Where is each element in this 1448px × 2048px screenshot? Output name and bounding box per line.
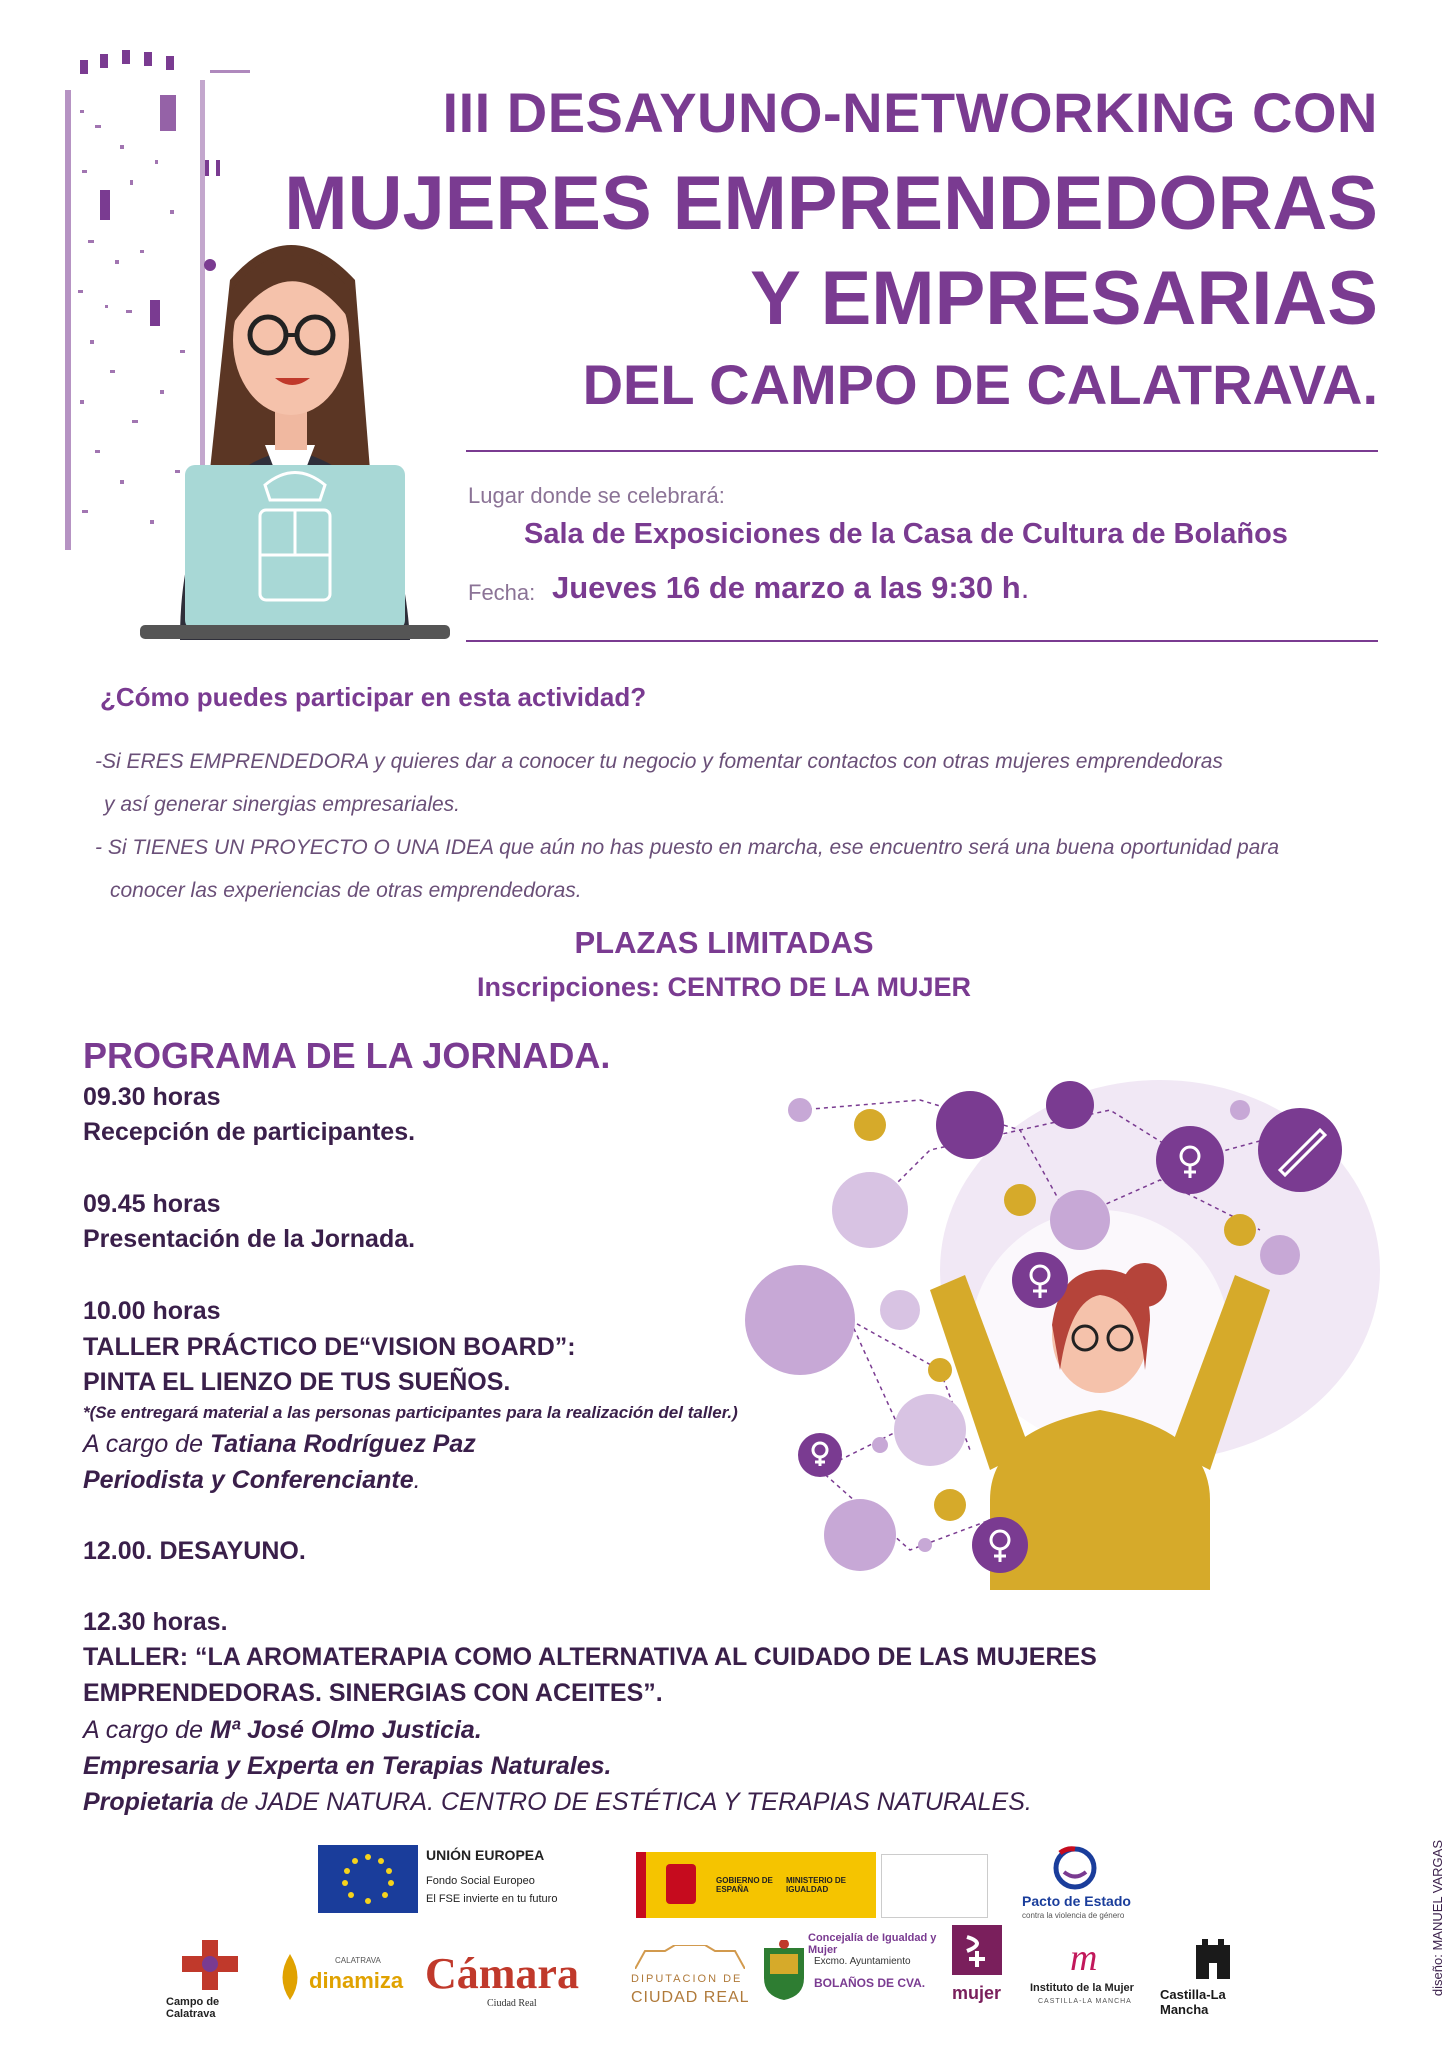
title-line-2: MUJERES EMPRENDEDORAS — [284, 161, 1378, 246]
program-title-5b: EMPRENDEDORAS. SINERGIAS CON ACEITES”. — [83, 1679, 663, 1707]
diputacion-line1: DIPUTACION DE — [631, 1973, 743, 1985]
clm-logo — [1160, 1935, 1270, 2015]
instituto-mujer-logo — [1030, 1937, 1155, 2012]
program-title-3b: PINTA EL LIENZO DE TUS SUEÑOS. — [83, 1368, 511, 1396]
owner-5-rest: de JADE NATURA. CENTRO DE ESTÉTICA Y TERAPIAS NATURALES. — [213, 1788, 1032, 1816]
concejalia-line2: Excmo. Ayuntamiento — [814, 1956, 911, 1967]
camara-sub: Ciudad Real — [487, 1998, 537, 2009]
bolanos-shield-icon — [762, 1940, 806, 2000]
participation-p1-line1: -Si ERES EMPRENDEDORA y quieres dar a conocer tu negocio y fomentar contactos con otras mujeres emprendedoras — [95, 750, 1223, 773]
camara-text: Cámara — [425, 1949, 579, 1998]
place-label: Lugar donde se celebrará: — [468, 483, 725, 508]
dinamiza-top: CALATRAVA — [335, 1956, 381, 1965]
participation-p2-line1: - Si TIENES UN PROYECTO O UNA IDEA que aún no has puesto en marcha, ese encuentro será una buena oportunidad para — [95, 836, 1280, 859]
program-speaker-5 — [83, 1716, 482, 1745]
divider-bottom — [466, 640, 1378, 642]
participation-p2-line2: conocer las experiencias de otras emprendedoras. — [110, 879, 582, 902]
title-line-4: DEL CAMPO DE CALATRAVA. — [582, 353, 1378, 416]
gobierno-flag-red — [636, 1852, 646, 1918]
eu-line1: Fondo Social Europeo — [426, 1875, 535, 1887]
network-woman-illustration — [740, 1070, 1380, 1600]
program-time-3: 10.00 horas — [83, 1297, 221, 1325]
instituto-text: Instituto de la Mujer — [1030, 1982, 1134, 1994]
program-role-5: Empresaria y Experta en Terapias Naturales. — [83, 1752, 612, 1780]
participation-question: ¿Cómo puedes participar en esta actividad? — [100, 682, 647, 712]
eu-title: UNIÓN EUROPEA — [426, 1847, 545, 1863]
concejalia-line1: Concejalía de Igualdad y Mujer — [808, 1932, 937, 1956]
date-label: Fecha: — [468, 580, 536, 605]
program-title-3a: TALLER PRÁCTICO DE“VISION BOARD”: — [83, 1333, 576, 1361]
pacto-icon — [1050, 1845, 1100, 1891]
program-time-1: 09.30 horas — [83, 1083, 221, 1111]
building-icon — [635, 1945, 745, 1969]
pacto-title: Pacto de Estado — [1022, 1893, 1131, 1909]
eu-stars-icon — [338, 1853, 398, 1905]
gobierno-logo — [636, 1852, 986, 1918]
eu-line2: El FSE invierte en tu futuro — [426, 1893, 558, 1905]
coat-of-arms — [666, 1864, 696, 1904]
program-owner-5 — [83, 1788, 1032, 1817]
program-speaker-3 — [83, 1430, 476, 1459]
instituto-mark: m — [1070, 1937, 1098, 1979]
title-line-3: Y EMPRESARIAS — [750, 256, 1378, 341]
participation-p1-line2: y así generar sinergias empresariales. — [104, 793, 460, 816]
title-line-1: III DESAYUNO-NETWORKING CON — [442, 81, 1378, 144]
speaker-5-prefix: A cargo de — [83, 1716, 210, 1744]
date-text: Jueves 16 de marzo a las 9:30 h — [552, 570, 1021, 605]
program-desc-2: Presentación de la Jornada. — [83, 1225, 416, 1253]
gobierno-text: GOBIERNO DE ESPAÑA — [716, 1876, 773, 1894]
plazas-limitadas: PLAZAS LIMITADAS — [574, 925, 874, 960]
speaker-3-prefix: A cargo de — [83, 1430, 210, 1458]
role-3-text: Periodista y Conferenciante — [83, 1466, 414, 1494]
centro-mujer-logo — [950, 1925, 1005, 2025]
program-role-3 — [83, 1466, 421, 1495]
centro-mujer-text: mujer — [952, 1983, 1002, 2003]
drop-icon — [275, 1954, 305, 2000]
date-suffix: . — [1020, 570, 1030, 605]
camara-logo — [425, 1948, 615, 2013]
program-note-3: *(Se entregará material a las personas participantes para la realización del taller.) — [83, 1403, 738, 1422]
program-time-5: 12.30 horas. — [83, 1608, 228, 1636]
ministerio-text: MINISTERIO DE IGUALDAD — [786, 1876, 847, 1894]
pacto-sub: contra la violencia de género — [1022, 1911, 1125, 1920]
cross-icon — [182, 1940, 238, 1990]
dinamiza-logo — [275, 1950, 410, 2010]
pacto-logo — [1012, 1845, 1142, 1925]
program-time-2: 09.45 horas — [83, 1190, 221, 1218]
owner-5-bold: Propietaria — [83, 1788, 214, 1816]
campo-calatrava-logo — [160, 1940, 260, 2020]
place-value: Sala de Exposiciones de la Casa de Cultura de Bolaños — [524, 518, 1288, 550]
diputacion-logo — [625, 1945, 755, 2015]
dinamiza-text: dinamiza — [309, 1968, 404, 1993]
design-credit: diseño: MANUEL VARGAS — [1430, 1840, 1445, 1997]
diputacion-line2: CIUDAD REAL — [631, 1989, 750, 2006]
concejalia-logo — [762, 1930, 937, 2020]
secretaria-box — [881, 1854, 988, 1918]
inscripciones: Inscripciones: CENTRO DE LA MUJER — [476, 972, 972, 1002]
eu-logo — [318, 1845, 588, 1917]
divider-top — [466, 450, 1378, 452]
speaker-5-name: Mª José Olmo Justicia. — [209, 1716, 482, 1744]
program-title: PROGRAMA DE LA JORNADA. — [83, 1035, 611, 1076]
clm-castle-icon — [1196, 1935, 1230, 1979]
speaker-3-name: Tatiana Rodríguez Paz — [209, 1430, 476, 1458]
instituto-sub: CASTILLA-LA MANCHA — [1038, 1998, 1132, 2005]
program-title-5a: TALLER: “LA AROMATERAPIA COMO ALTERNATIVA AL CUIDADO DE LAS MUJERES — [83, 1643, 1097, 1671]
program-breakfast: 12.00. DESAYUNO. — [83, 1537, 306, 1565]
role-3-suffix: . — [413, 1466, 421, 1494]
date-value — [552, 570, 1029, 606]
concejalia-line3: BOLAÑOS DE CVA. — [814, 1976, 926, 1990]
program-desc-1: Recepción de participantes. — [83, 1118, 416, 1146]
woman-laptop-illustration — [140, 220, 450, 645]
clm-text: Castilla-La Mancha — [1160, 1987, 1226, 2017]
venus-icon — [962, 1933, 992, 1969]
campo-text: Campo de Calatrava — [166, 1996, 220, 2020]
